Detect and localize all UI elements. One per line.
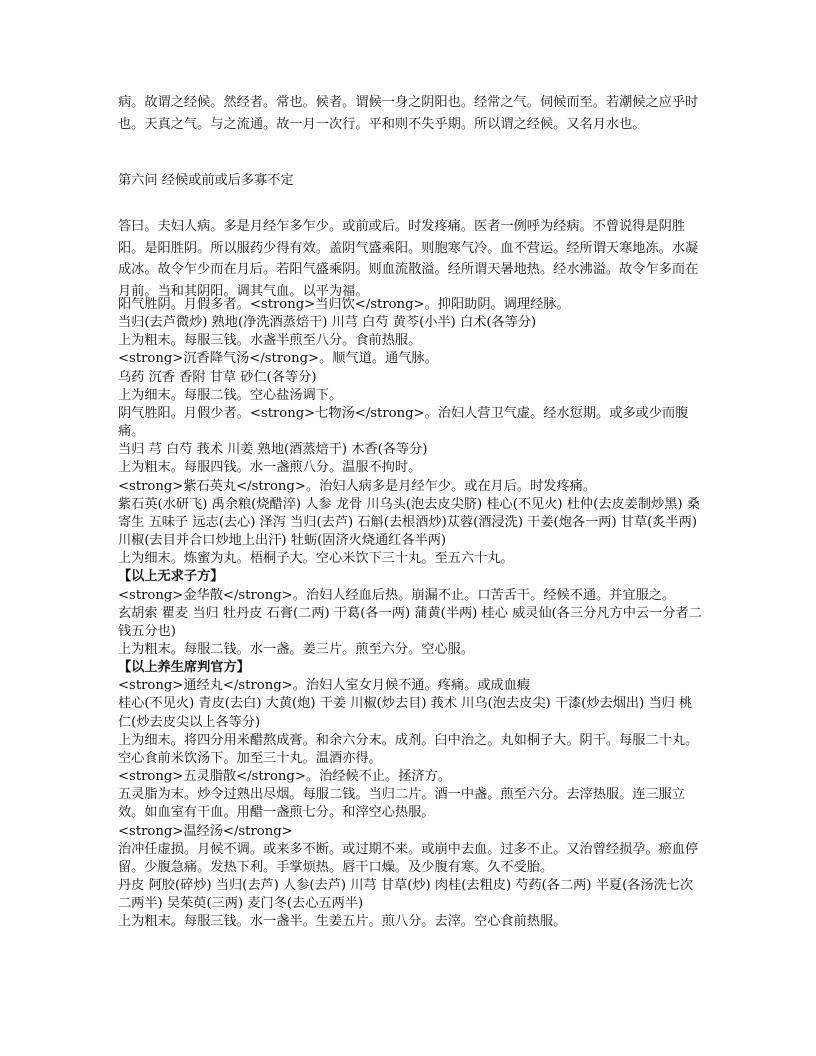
- text-line: 上为粗末。每服二钱。水一盏。姜三片。煎至六分。空心服。: [118, 641, 475, 657]
- text-line: 上为细末。每服二钱。空心盐汤调下。: [118, 387, 343, 403]
- intro-text: 病。故谓之经候。然经者。常也。候者。谓候一身之阴阳也。经常之气。伺候而至。若潮候之应乎时也。天真之气。与之流通。故一月一次行。平和则不失乎期。所以谓之经候。又名月水也。: [118, 95, 699, 132]
- text-line: <strong>温经汤</strong>: [118, 823, 293, 839]
- text-line: 阳气胜阴。月假多者。<strong>当归饮</strong>。抑阳助阴。调理经脉。: [118, 297, 570, 312]
- text-line: 上为细末。炼蜜为丸。梧桐子大。空心米饮下三十丸。至五六十丸。: [118, 551, 514, 567]
- answer-text: 答曰。夫妇人病。多是月经乍多乍少。或前或后。时发疼痛。医者一例呼为经病。不曾说得是阴胜阳。是阳胜阴。所以服药少得有效。盖阴气盛乘阳。则胞寒气冷。血不营运。经所谓天寒地冻。水凝成冰。故令乍少而在月后。若阳气盛乘阴。则血流散溢。经所谓天暑地热。经水沸溢。故令乍多而在月前。当和其阴阳。调其气血。以平为福。: [118, 219, 699, 299]
- section-title: 第六问 经候或前或后多寡不定: [118, 173, 294, 188]
- text-line: 玄胡索 瞿麦 当归 牡丹皮 石膏(二两) 干葛(各一两) 蒲黄(半两) 桂心 威灵仙(各三分凡方中云一分者二钱五分也): [118, 605, 702, 639]
- source-note: 【以上无求子方】: [118, 569, 224, 585]
- text-line: <strong>金华散</strong>。治妇人经血后热。崩漏不止。口苦舌干。经候不通。并宜服之。: [118, 587, 676, 603]
- text-line: 上为粗末。每服四钱。水一盏煎八分。温服不拘时。: [118, 460, 422, 476]
- text-line: 丹皮 阿胶(碎炒) 当归(去芦) 人参(去芦) 川芎 甘草(炒) 肉桂(去粗皮) 芍药(各二两) 半夏(各汤洗七次二两半) 吴茱萸(三两) 麦门冬(去心五两半): [118, 878, 694, 912]
- text-line: 阴气胜阳。月假少者。<strong>七物汤</strong>。治妇人营卫气虚。经水愆期。或多或少而腹痛。: [118, 405, 689, 440]
- text-line: <strong>五灵脂散</strong>。治经候不止。拯济方。: [118, 769, 451, 785]
- text-line: <strong>紫石英丸</strong>。治妇人病多是月经乍少。或在月后。时发疼痛。: [118, 478, 597, 494]
- text-line: 桂心(不见火) 青皮(去白) 大黄(炮) 干姜 川椒(炒去目) 莪术 川乌(泡去皮尖) 干漆(炒去烟出) 当归 桃仁(炒去皮尖以上各等分): [118, 696, 693, 730]
- intro-paragraph: [118, 92, 704, 136]
- text-line: 当归 芎 白芍 莪术 川姜 熟地(酒蒸焙干) 木香(各等分): [118, 442, 428, 458]
- source-note: 【以上养生席判官方】: [118, 660, 250, 676]
- text-line: 当归(去芦微炒) 熟地(净洗酒蒸焙干) 川芎 白芍 黄芩(小半) 白术(各等分): [118, 315, 537, 331]
- text-line: 治冲任虚损。月候不调。或来多不断。或过期不来。或崩中去血。过多不止。又治曾经损孕。瘀血停留。少腹急痛。发热下利。手掌烦热。唇干口燥。及少腹有寒。久不受胎。: [118, 841, 699, 875]
- text-line: 紫石英(水研飞) 禹余粮(烧醋淬) 人参 龙骨 川乌头(泡去皮尖脐) 桂心(不见火) 杜仲(去皮姜制炒黑) 桑寄生 五味子 远志(去心) 泽泻 当归(去芦) 石斛(去根酒炒)苁蓉(酒浸洗) 干姜(炮各一两) 甘草(炙半两) 川椒(去目并合口炒地上出汗) 牡蛎(固济火烧通红各半两): [118, 496, 700, 549]
- text-line: 上为细末。将四分用米醋熬成膏。和余六分末。成剂。臼中治之。丸如桐子大。阴干。每服二十丸。空心食前米饮汤下。加至三十丸。温酒亦得。: [118, 732, 699, 766]
- text-line: 上为粗末。每服三钱。水一盏半。生姜五片。煎八分。去滓。空心食前热服。: [118, 914, 567, 930]
- answer-paragraph: [118, 216, 704, 302]
- text-line: 乌药 沉香 香附 甘草 砂仁(各等分): [118, 369, 317, 385]
- text-line: 上为粗末。每服三钱。水盏半煎至八分。食前热服。: [118, 333, 422, 349]
- text-line: <strong>通经丸</strong>。治妇人室女月候不通。疼痛。或成血瘕: [118, 678, 531, 694]
- prescription-list: [118, 296, 704, 931]
- text-line: 五灵脂为末。炒令过熟出尽烟。每服二钱。当归二片。酒一中盏。煎至六分。去滓热服。连三服立效。如血室有干血。用醋一盏煎七分。和滓空心热服。: [118, 787, 686, 821]
- section-heading: [118, 170, 704, 191]
- text-line: <strong>沉香降气汤</strong>。顺气道。通气脉。: [118, 351, 438, 367]
